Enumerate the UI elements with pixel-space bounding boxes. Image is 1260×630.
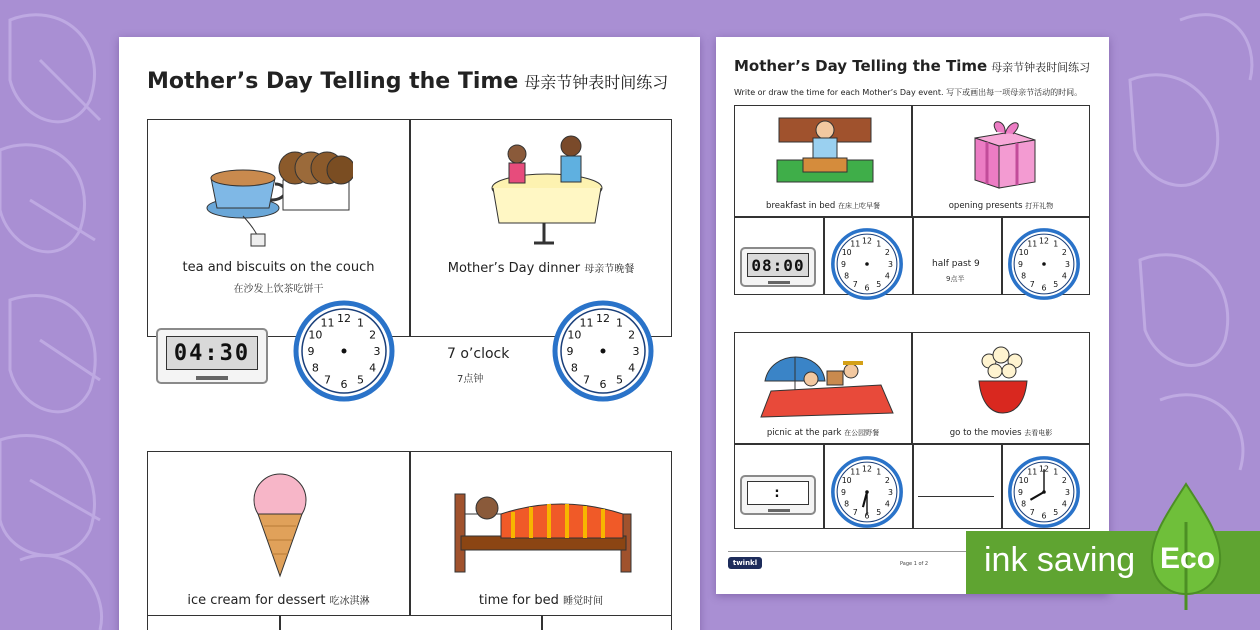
- clock-number: 12: [1039, 236, 1049, 246]
- page-number: Page 1 of 2: [900, 561, 929, 567]
- clock-number: 3: [373, 345, 381, 358]
- word-time-right: half past 9: [932, 259, 980, 269]
- clock-number: 12: [1039, 464, 1049, 474]
- ice-cream-image: [248, 470, 312, 578]
- caption-dinner: [411, 260, 671, 276]
- clock-number: 6: [864, 283, 870, 293]
- analog-clock-face[interactable]: [830, 455, 904, 529]
- clock-number: 2: [1061, 476, 1067, 486]
- word-time-cn: 7点钟: [457, 374, 484, 385]
- clock-number: 3: [1064, 259, 1070, 269]
- analog-clock-face[interactable]: [830, 227, 904, 301]
- divider: [1001, 217, 1003, 295]
- digital-clock-display: 08:00: [747, 253, 809, 277]
- caption-picnic: [735, 428, 911, 438]
- clock-number: 12: [862, 464, 872, 474]
- clock-number: 9: [566, 345, 574, 358]
- clock-number: 1: [876, 467, 882, 477]
- clock-number: 5: [357, 373, 364, 387]
- clock-number: 8: [1021, 499, 1027, 509]
- clock-number: 8: [570, 361, 578, 375]
- divider: [823, 444, 825, 529]
- clock-center: [1042, 262, 1046, 266]
- bed-image: [451, 474, 636, 574]
- cell-bottom-strip: [147, 616, 672, 630]
- caption-tea-biscuits: tea and biscuits on the couch: [182, 260, 375, 275]
- digital-clock-0800: [740, 247, 816, 287]
- caption-dinner-cn: 母亲节晚餐: [584, 264, 635, 275]
- clock-number: 12: [862, 236, 872, 246]
- clock-number: 2: [1061, 248, 1067, 258]
- clock-number: 1: [1053, 467, 1059, 477]
- clock-number: 10: [1018, 248, 1029, 258]
- clock-number: 7: [852, 508, 858, 518]
- eco-label: Eco: [1160, 542, 1216, 575]
- worksheet-page-left: [119, 37, 700, 630]
- clock-number: 4: [884, 271, 890, 281]
- clock-number: 3: [632, 345, 640, 358]
- clock-number: 7: [583, 373, 590, 387]
- clock-number: 2: [884, 248, 890, 258]
- clock-number: 6: [1041, 283, 1047, 293]
- clock-number: 6: [864, 511, 870, 521]
- caption-bed-en: time for bed: [478, 593, 559, 608]
- clock-stand: [768, 281, 790, 284]
- caption-breakfast-cn: 在床上吃早餐: [837, 202, 880, 210]
- word-time-right-cn: 9点半: [946, 275, 965, 283]
- clock-number: 9: [307, 345, 315, 358]
- clock-number: 8: [311, 361, 319, 375]
- caption-breakfast: [735, 201, 911, 211]
- caption-ice-cream: [148, 592, 409, 608]
- caption-ice-cream-cn: 吃冰淇淋: [329, 596, 370, 607]
- clock-number: 7: [1029, 508, 1035, 518]
- analog-clock-face[interactable]: [1007, 455, 1081, 529]
- clock-number: 11: [1027, 467, 1038, 477]
- caption-movies-en: go to the movies: [949, 428, 1022, 438]
- clock-number: 10: [841, 476, 852, 486]
- clock-number: 3: [887, 259, 893, 269]
- breakfast-image: [775, 112, 875, 188]
- clock-number: 5: [616, 373, 623, 387]
- clock-number: 9: [841, 259, 847, 269]
- analog-clock-face[interactable]: [551, 299, 655, 403]
- caption-movies: [913, 428, 1089, 438]
- clock-number: 6: [340, 378, 348, 391]
- clock-number: 2: [628, 328, 636, 342]
- clock-number: 8: [844, 499, 850, 509]
- digital-clock-blank[interactable]: [740, 475, 816, 515]
- caption-dinner-en: Mother’s Day dinner: [447, 261, 581, 276]
- clock-number: 6: [1041, 511, 1047, 521]
- clock-number: 9: [841, 487, 847, 497]
- clock-center: [1042, 490, 1046, 494]
- caption-picnic-cn: 在公园野餐: [844, 429, 880, 437]
- clock-number: 9: [1018, 259, 1024, 269]
- dinner-image: [489, 128, 604, 248]
- clock-center: [865, 262, 869, 266]
- clock-number: 4: [1061, 271, 1067, 281]
- cell-ice-cream: [147, 451, 410, 616]
- clock-number: 11: [850, 239, 861, 249]
- clock-number: 5: [1053, 508, 1059, 518]
- divider: [1001, 444, 1003, 529]
- clock-stand: [196, 376, 228, 380]
- divider: [823, 217, 825, 295]
- digital-clock-display: 04:30: [166, 336, 258, 370]
- clock-number: 10: [841, 248, 852, 258]
- small-title-en: Mother’s Day Telling the Time: [734, 57, 988, 75]
- clock-number: 6: [599, 378, 607, 391]
- divider: [279, 616, 281, 630]
- clock-number: 2: [884, 476, 890, 486]
- clock-number: 7: [324, 373, 331, 387]
- divider: [541, 616, 543, 630]
- caption-tea-biscuits-cn: 在沙发上饮茶吃饼干: [233, 284, 324, 295]
- clock-number: 10: [1018, 476, 1029, 486]
- cell-time-for-bed: [410, 451, 672, 616]
- caption-presents: [913, 201, 1089, 211]
- twinkl-logo: twinkl: [728, 557, 762, 569]
- clock-center: [865, 490, 869, 494]
- tea-biscuits-image: [203, 138, 353, 248]
- clock-number: 1: [876, 239, 882, 249]
- analog-clock-face[interactable]: [292, 299, 396, 403]
- clock-number: 7: [1029, 280, 1035, 290]
- caption-presents-en: opening presents: [948, 201, 1023, 211]
- cell-picnic: [734, 332, 912, 444]
- clock-number: 1: [1053, 239, 1059, 249]
- clock-number: 8: [1021, 271, 1027, 281]
- page-title-small: [734, 57, 1090, 75]
- caption-picnic-en: picnic at the park: [766, 428, 842, 438]
- cell-opening-presents: [912, 105, 1090, 217]
- clock-number: 12: [596, 312, 610, 325]
- clock-number: 5: [876, 508, 882, 518]
- popcorn-image: [975, 341, 1031, 417]
- clock-number: 4: [369, 361, 377, 375]
- title-en: Mother’s Day Telling the Time: [147, 69, 519, 94]
- cell-movies: [912, 332, 1090, 444]
- caption-bed-cn: 睡觉时间: [563, 596, 604, 607]
- caption-bed: [411, 592, 671, 608]
- instructions-en: Write or draw the time for each Mother’s Day event.: [734, 88, 944, 97]
- caption-presents-cn: 打开礼物: [1025, 202, 1054, 210]
- instructions-cn: 写下或画出每一项母亲节活动的时间。: [946, 88, 1083, 97]
- clock-number: 11: [320, 316, 335, 330]
- present-image: [967, 114, 1039, 190]
- clock-number: 3: [1064, 487, 1070, 497]
- clock-number: 2: [369, 328, 377, 342]
- instructions: [734, 87, 1082, 98]
- clock-number: 10: [567, 328, 582, 342]
- clock-number: 8: [844, 271, 850, 281]
- divider: [912, 217, 914, 295]
- page-title: [147, 69, 668, 94]
- clock-number: 12: [337, 312, 351, 325]
- caption-movies-cn: 去看电影: [1024, 429, 1053, 437]
- title-cn: 母亲节钟表时间练习: [524, 73, 669, 92]
- caption-breakfast-en: breakfast in bed: [766, 201, 836, 211]
- clock-number: 11: [579, 316, 594, 330]
- worksheet-page-right: [716, 37, 1109, 594]
- caption-ice-cream-en: ice cream for dessert: [187, 593, 326, 608]
- clock-number: 5: [1053, 280, 1059, 290]
- divider: [912, 444, 914, 529]
- write-answer-line[interactable]: [918, 496, 994, 497]
- clock-center: [601, 349, 606, 354]
- clock-number: 4: [628, 361, 636, 375]
- clock-number: 10: [308, 328, 323, 342]
- clock-number: 4: [1061, 499, 1067, 509]
- clock-number: 1: [616, 316, 623, 330]
- clock-center: [342, 349, 347, 354]
- small-title-cn: 母亲节钟表时间练习: [991, 61, 1091, 74]
- clock-number: 9: [1018, 487, 1024, 497]
- clock-number: 4: [884, 499, 890, 509]
- clock-stand: [768, 509, 790, 512]
- clock-number: 11: [850, 467, 861, 477]
- ink-saving-text: ink saving: [984, 541, 1136, 579]
- cell-breakfast-in-bed: [734, 105, 912, 217]
- clock-number: 3: [887, 487, 893, 497]
- clock-number: 11: [1027, 239, 1038, 249]
- analog-clock-face[interactable]: [1007, 227, 1081, 301]
- digital-clock-blank-display[interactable]: :: [747, 481, 809, 505]
- digital-clock-0430: [156, 328, 268, 384]
- clock-number: 5: [876, 280, 882, 290]
- picnic-image: [751, 341, 897, 419]
- clock-number: 1: [357, 316, 364, 330]
- word-time: 7 o’clock: [447, 346, 510, 362]
- clock-number: 7: [852, 280, 858, 290]
